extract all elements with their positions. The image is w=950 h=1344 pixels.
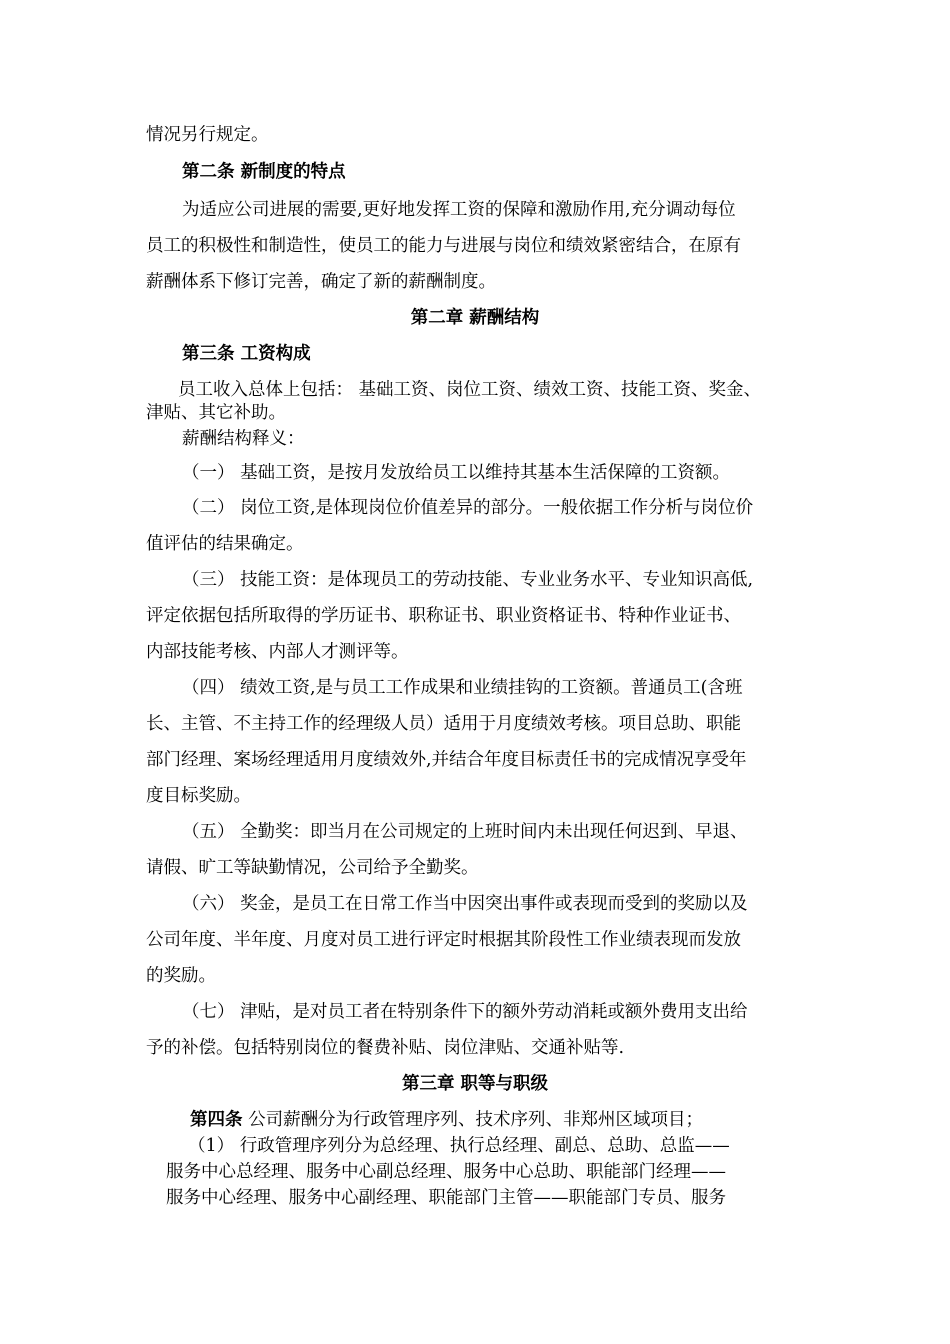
item-6-line-3: 的奖励。 xyxy=(146,966,216,986)
article-4-item-1-line-1: （1） 行政管理序列分为总经理、执行总经理、副总、总助、总监—— xyxy=(188,1136,730,1156)
item-5-line-2: 请假、旷工等缺勤情况，公司给予全勤奖。 xyxy=(146,858,479,878)
article-4-item-1-line-3: 服务中心经理、服务中心副经理、职能部门主管——职能部门专员、服务 xyxy=(166,1188,726,1208)
item-2-line-2: 值评估的结果确定。 xyxy=(146,534,304,554)
article-2-line-3: 薪酬体系下修订完善，确定了新的薪酬制度。 xyxy=(146,272,496,292)
salary-definition-title: 薪酬结构释义： xyxy=(182,429,305,449)
article-3-heading: 第三条 工资构成 xyxy=(182,344,311,364)
item-3-line-3: 内部技能考核、内部人才测评等。 xyxy=(146,642,409,662)
item-1-line-1: （一） 基础工资，是按月发放给员工以维持其基本生活保障的工资额。 xyxy=(182,463,731,483)
item-5-line-1: （五） 全勤奖：即当月在公司规定的上班时间内未出现任何迟到、早退、 xyxy=(182,822,748,842)
article-2-heading: 第二条 新制度的特点 xyxy=(182,162,346,182)
article-3-intro-line-2: 津贴、其它补助。 xyxy=(146,403,286,423)
item-6-line-2: 公司年度、半年度、月度对员工进行评定时根据其阶段性工作业绩表现而发放 xyxy=(146,930,741,950)
article-4-item-1-line-2: 服务中心总经理、服务中心副总经理、服务中心总助、职能部门经理—— xyxy=(166,1162,726,1182)
item-4-line-2: 长、主管、不主持工作的经理级人员）适用于月度绩效考核。项目总助、职能 xyxy=(146,714,741,734)
item-6-line-1: （六） 奖金，是员工在日常工作当中因突出事件或表现而受到的奖励以及 xyxy=(182,894,748,914)
article-2-line-2: 员工的积极性和制造性，使员工的能力与进展与岗位和绩效紧密结合，在原有 xyxy=(146,236,741,256)
item-4-line-3: 部门经理、案场经理适用月度绩效外,并结合年度目标责任书的完成情况享受年 xyxy=(146,750,747,770)
item-7-line-2: 予的补偿。包括特别岗位的餐费补贴、岗位津贴、交通补贴等. xyxy=(146,1038,625,1058)
item-3-line-1: （三） 技能工资：是体现员工的劳动技能、专业业务水平、专业知识高低, xyxy=(182,570,754,590)
article-4-text: 公司薪酬分为行政管理序列、技术序列、非郑州区域项目； xyxy=(242,1110,704,1130)
chapter-3-title: 第三章 职等与职级 xyxy=(401,1074,549,1094)
article-4-label: 第四条 xyxy=(190,1110,243,1130)
chapter-2-title: 第二章 薪酬结构 xyxy=(410,308,540,328)
article-2-line-1: 为适应公司进展的需要,更好地发挥工资的保障和激励作用,充分调动每位 xyxy=(182,200,736,220)
intro-tail-text: 情况另行规定。 xyxy=(146,125,269,145)
item-3-line-2: 评定依据包括所取得的学历证书、职称证书、职业资格证书、特种作业证书、 xyxy=(146,606,741,626)
item-4-line-4: 度目标奖励。 xyxy=(146,786,251,806)
item-2-line-1: （二） 岗位工资,是体现岗位价值差异的部分。一般依据工作分析与岗位价 xyxy=(182,498,754,518)
article-3-intro-line-1: 员工收入总体上包括： 基础工资、岗位工资、绩效工资、技能工资、奖金、 xyxy=(178,380,762,400)
item-4-line-1: （四） 绩效工资,是与员工工作成果和业绩挂钩的工资额。普通员工(含班 xyxy=(182,678,743,698)
item-7-line-1: （七） 津贴，是对员工者在特别条件下的额外劳动消耗或额外费用支出给 xyxy=(182,1002,748,1022)
article-4-line xyxy=(190,1108,703,1132)
